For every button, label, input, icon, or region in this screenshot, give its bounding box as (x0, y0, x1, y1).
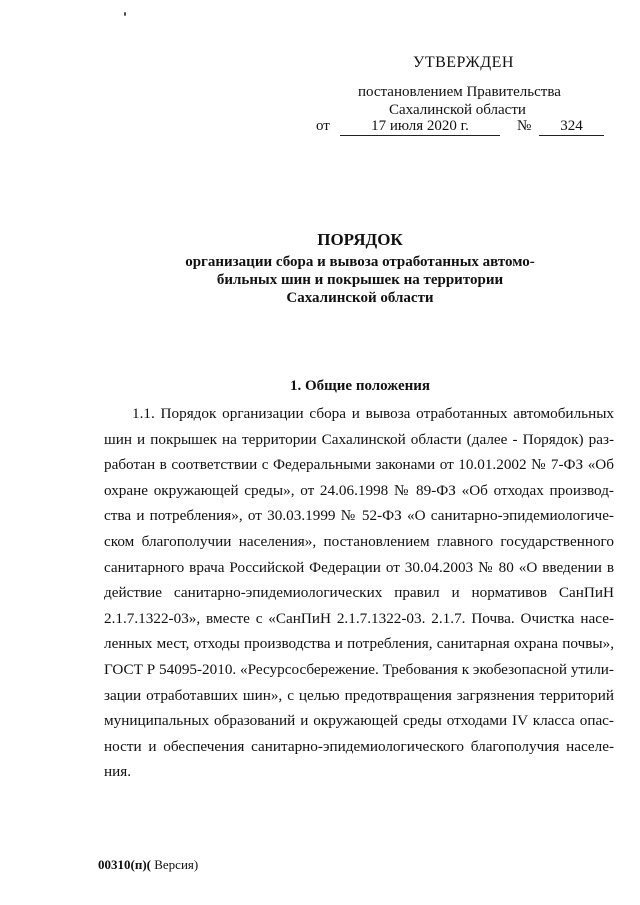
heading-title: ПОРЯДОК (317, 230, 403, 249)
body-line: ства и потребления», от 30.03.1999 № 52-ФЗ «О санитарно-эпидемиологиче- (104, 507, 614, 525)
footer-code (98, 857, 198, 873)
body-line: работан в соответствии с Федеральными законами от 10.01.2002 № 7-ФЗ «Об (104, 456, 614, 474)
date-from-label: от (316, 118, 330, 134)
body-line: ском благополучии населения», постановлением главного государственного (104, 532, 614, 550)
body-line: шин и покрышек на территории Сахалинской области (далее - Порядок) раз- (104, 430, 614, 448)
approval-number: 324 (539, 118, 604, 136)
body-line: муниципальных образований и окружающей среды отходами IV класса опас- (104, 712, 614, 730)
number-label: № (517, 118, 532, 134)
document-heading (0, 229, 640, 307)
approval-line-1: постановлением Правительства (358, 84, 561, 100)
body-line: 2.1.7.1322-03», вместе с «СанПиН 2.1.7.1322-03. 2.1.7. Почва. Очистка насе- (104, 609, 614, 627)
footer-code-number: 00310(п)( (98, 857, 151, 872)
approval-line-2: Сахалинской области (389, 102, 526, 118)
body-line: ности и обеспечения санитарно-эпидемиологического благополучия населе- (104, 737, 614, 755)
footer-version: Версия) (150, 857, 199, 872)
body-line: действие санитарно-эпидемиологических правил и нормативов СанПиН (104, 584, 614, 602)
body-line: ния. (104, 763, 132, 781)
body-line: зации отработавших шин», с целью предотвращения загрязнения территорий (104, 686, 614, 704)
body-line: ленных мест, отходы производства и потребления, санитарная охрана почвы», (104, 635, 614, 653)
body-line: 1.1. Порядок организации сбора и вывоза отработанных автомобильных (132, 405, 614, 422)
body-line: охране окружающей среды», от 24.06.1998 № 89-ФЗ «Об отходах производ- (104, 481, 614, 499)
section-title: 1. Общие положения (289, 378, 431, 394)
scan-speck (124, 12, 126, 16)
approval-date: 17 июля 2020 г. (340, 118, 500, 136)
body-line: санитарного врача Российской Федерации от 30.04.2003 № 80 «О введении в (104, 558, 614, 576)
heading-line-3: Сахалинской области (286, 290, 434, 306)
heading-line-1: организации сбора и вывоза отработанных автомо- (185, 254, 535, 270)
body-line: ГОСТ Р 54095-2010. «Ресурсосбережение. Требования к экобезопасной утили- (104, 660, 614, 678)
approval-title: УТВЕРЖДЕН (413, 54, 514, 71)
heading-line-2: бильных шин и покрышек на территории (216, 272, 504, 288)
body-paragraph (104, 401, 614, 785)
